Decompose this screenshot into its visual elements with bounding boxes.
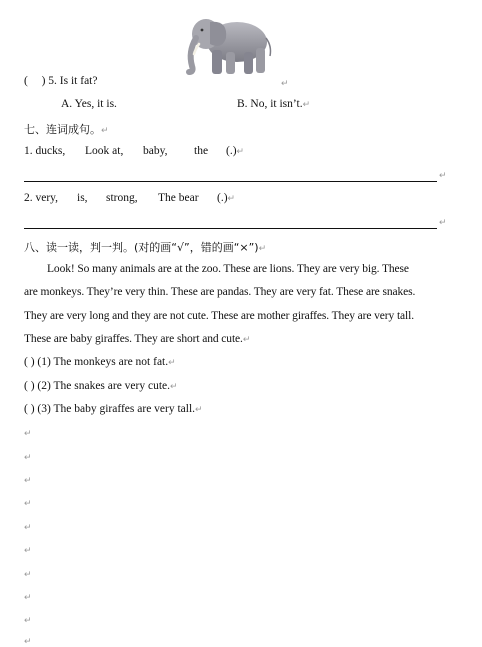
q1-word: the [194, 145, 209, 157]
q1-word: Look at, [85, 145, 124, 157]
answer-line-2 [24, 228, 437, 229]
q2-word: (.)↵ [217, 192, 236, 204]
empty-paragraph-mark: ↵ [24, 475, 32, 485]
empty-paragraph-mark: ↵ [24, 545, 32, 555]
empty-paragraph-mark: ↵ [24, 615, 32, 625]
judge-question-2: ( ) (2) The snakes are very cute.↵ [24, 380, 178, 392]
q1-word: baby, [143, 145, 168, 157]
passage-line: are monkeys. They’re very thin. These are pandas. They are very fat. These are snakes. [24, 286, 416, 298]
judge-question-3: ( ) (3) The baby giraffes are very tall.↵ [24, 403, 203, 415]
q1-word: (.)↵ [226, 145, 245, 157]
q2-word: The bear [158, 192, 199, 204]
section8-title: 八、读一读，判一判。(对的画“√”，错的画“×”)↵ [24, 241, 267, 254]
q5-question: ) 5. Is it fat? [41, 75, 98, 87]
section7-title: 七、连词成句。↵ [24, 123, 109, 136]
empty-paragraph-mark: ↵ [24, 569, 32, 579]
q2-word: is, [77, 192, 88, 204]
q5-paren-open: ( [24, 75, 28, 87]
empty-paragraph-mark: ↵ [24, 636, 32, 646]
paragraph-mark: ↵ [281, 78, 289, 88]
passage-line: These are baby giraffes. They are short and cute.↵ [24, 333, 251, 345]
empty-paragraph-mark: ↵ [24, 452, 32, 462]
q5-option-b: B. No, it isn’t.↵ [237, 98, 311, 110]
q1-word: 1. ducks, [24, 145, 66, 157]
q2-word: 2. very, [24, 192, 59, 204]
answer-line-1 [24, 181, 437, 182]
q5-stem [24, 75, 97, 87]
paragraph-mark: ↵ [439, 217, 447, 227]
judge-question-1: ( ) (1) The monkeys are not fat.↵ [24, 356, 176, 368]
q5-option-a: A. Yes, it is. [61, 98, 117, 110]
empty-paragraph-mark: ↵ [24, 428, 32, 438]
q2-word: strong, [106, 192, 138, 204]
passage-line: Look! So many animals are at the zoo. These are lions. They are very big. These [47, 263, 409, 275]
empty-paragraph-mark: ↵ [24, 522, 32, 532]
empty-paragraph-mark: ↵ [24, 498, 32, 508]
paragraph-mark: ↵ [439, 170, 447, 180]
elephant-illustration [182, 12, 274, 78]
empty-paragraph-mark: ↵ [24, 592, 32, 602]
passage-line: They are very long and they are not cute. These are mother giraffes. They are very tall. [24, 310, 415, 322]
